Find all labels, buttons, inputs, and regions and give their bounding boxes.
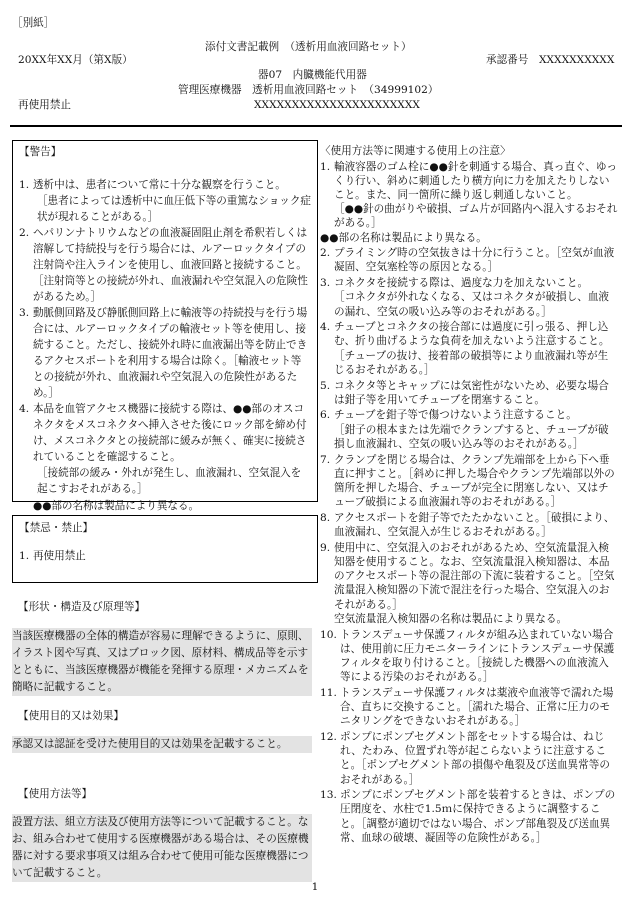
page-number: 1 [311, 881, 319, 893]
item-number: 3. [19, 307, 30, 319]
item-note: ［患者によっては透析中に血圧低下等の重篤なショック症状が現れることがある。］ [37, 195, 311, 224]
item-note: ●●部の名称は製品により異なる。 [320, 231, 487, 244]
usage-text: 設置方法、組立方法及び使用方法等について記載すること。なお、組み合わせて使用する医療機器がある場合は、その医療機器に対する要求事項又は組み合わせて使用可能な医療機器について記載すること。 [12, 814, 312, 882]
item-number: 2. [320, 247, 331, 260]
item-note: ●●部の名称は製品により異なる。 [33, 499, 199, 512]
item-number: 1. [320, 160, 331, 173]
prohibition-item [19, 548, 311, 564]
item-note: 空気流量混入検知器の名称は製品により異なる。 [334, 612, 568, 625]
precaution-item [320, 686, 618, 729]
item-text: チューブとコネクタの接合部には過度に引っ張る、押し込む、折り曲げるような負荷を加えないよう注意すること。［チューブの抜け、接着部の破損等により血液漏れ等が生じるおそれがある。］ [334, 321, 610, 376]
item-text: アクセスポートを鉗子等でたたかないこと。［破損により、血液漏れ、空気混入が生じるおそれがある。］ [334, 511, 615, 539]
item-number: 4. [19, 403, 30, 415]
item-text: クランプを閉じる場合は、クランプ先端部を上から下へ垂直に押すこと。［斜めに押した場合やクランプ先端部以外の箇所を押した場合、チューブが完全に閉塞しない、又はチューブ破損による血液漏れ等のおそれがある。］ [334, 453, 615, 509]
item-number: 11. [320, 686, 337, 699]
reuse-label: 再使用禁止 [18, 99, 71, 111]
item-number: 12. [320, 730, 337, 743]
item-text: プライミング時の空気抜きは十分に行うこと。［空気が血液凝固、空気塞栓等の原因となる。］ [334, 247, 615, 274]
item-number: 10. [320, 628, 337, 641]
item-number: 1. [19, 179, 30, 191]
item-text: ヘパリンナトリウムなどの血液凝固阻止剤を希釈若しくは溶解して持続投与を行う場合には、ルアーロックタイプの注射筒や注入ラインを使用し、血液回路と接続すること。［注射筒等との接続が外れ、血液漏れや空気混入の危険性があるため。］ [33, 227, 308, 304]
warning-item [19, 305, 311, 402]
item-note: ［鉗子の根本または先端でクランプすると、チューブが破損し血液漏れ、空気の吸い込み等のおそれがある。］ [334, 423, 609, 450]
item-number: 4. [320, 321, 331, 334]
item-note: ［コネクタが外れなくなる、又はコネクタが破損し、血液の漏れ、空気の吸い込み等のおそれがある。］ [334, 291, 610, 318]
date-version: 20XX年XX月（第X版） [18, 54, 133, 66]
precautions-title: 〈使用方法等に関連する使用上の注意〉 [320, 145, 511, 157]
item-number: 5. [320, 379, 331, 392]
item-text: ポンプにポンプセグメント部をセットする場合は、ねじれ、たわみ、位置ずれ等が起こらないように注意すること。［ポンプセグメント部の損傷や亀裂及び送血異常等のおそれがある。］ [340, 730, 610, 786]
precaution-item [320, 453, 618, 510]
warning-item [19, 177, 311, 225]
device-class: 管理医療機器 透析用血液回路セット （34999102） [178, 84, 439, 96]
document-title: 添付文書記載例 （透析用血液回路セット） [205, 41, 412, 53]
item-text: チューブを鉗子等で傷つけないよう注意すること。 [334, 409, 577, 422]
precautions-section [320, 144, 618, 845]
prohibition-box [12, 515, 318, 583]
prohibition-title: 【禁忌・禁止】 [19, 522, 94, 534]
item-number: 3. [320, 277, 331, 290]
precaution-item [320, 628, 618, 685]
precaution-item [320, 160, 618, 245]
purpose-title: 【使用目的又は効果】 [18, 710, 124, 722]
item-note: ［接続部の緩み・外れが発生し、血液漏れ、空気混入を起こすおそれがある。］ [37, 467, 302, 496]
header-rule [10, 125, 622, 127]
item-text: ポンプにポンプセグメント部を装着するときは、ポンプの圧閉度を、水柱で1.5ｍに保持できるように調整すること。［調整が適切ではない場合、ポンプ部亀裂及び送血異常、血球の破壊、凝固等の危険性がある。］ [340, 789, 616, 844]
item-text: コネクタ等とキャップには気密性がないため、必要な場合は鉗子等を用いてチューブを閉塞すること。 [334, 379, 609, 406]
warning-title: 【警告】 [19, 146, 62, 158]
precaution-item [320, 730, 618, 787]
device-code: XXXXXXXXXXXXXXXXXXXXXX [254, 99, 420, 111]
warning-box [12, 140, 318, 512]
approval-number: 承認番号 XXXXXXXXXX [486, 54, 615, 66]
usage-title: 【使用方法等】 [18, 788, 93, 800]
item-number: 13. [320, 789, 337, 802]
precaution-item [320, 320, 618, 377]
item-number: 8. [320, 511, 331, 524]
annex-label: ［別紙］ [12, 17, 55, 29]
warning-item [19, 225, 311, 305]
precaution-item [320, 276, 618, 319]
item-number: 1. [19, 550, 30, 562]
item-note: ［●●針の曲がりや破損、ゴム片が回路内へ混入するおそれがある。］ [334, 203, 618, 230]
item-number: 9. [320, 541, 331, 554]
item-text: トランスデューサ保護フィルタは薬液や血液等で濡れた場合、直ちに交換すること。［濡れた場合、正常に圧力のモニタリングをできないおそれがある。］ [340, 686, 614, 728]
warning-item [19, 401, 311, 514]
item-text: トランスデューサ保護フィルタが組み込まれていない場合は、使用前に圧力モニターラインにトランスデューサ保護フィルタを取り付けること。［接続した機器への血液流入等による汚染のおそれがある。］ [340, 628, 615, 684]
item-number: 2. [19, 227, 30, 239]
item-text: 動脈側回路及び静脈側回路上に輸液等の持続投与を行う場合には、ルアーロックタイプの輸液セット等を使用し、接続すること。ただし、接続外れ時に血液漏出等を防止できるアクセスポートを利用する場合は除く。［輸液セット等との接続が外れ、血液漏れや空気混入の危険性があるため。］ [33, 307, 308, 400]
item-text: コネクタを接続する際は、過度な力を加えないこと。 [334, 277, 589, 290]
device-category: 器07 内臓機能代用器 [258, 69, 367, 81]
precaution-item [320, 246, 618, 274]
structure-title: 【形状・構造及び原理等】 [18, 601, 146, 613]
item-text: 本品を血管アクセス機器に接続する際は、●●部のオスコネクタをメスコネクタへ挿入させた後にロック部を締め付け、メスコネクタとの接続部に緩みが無く、確実に接続されていることを確認すること。 [33, 403, 307, 464]
item-text: 再使用禁止 [33, 550, 86, 562]
precaution-item [320, 511, 618, 539]
precaution-item [320, 408, 618, 451]
item-text: 輸液容器のゴム栓に●●針を刺通する場合、真っ直ぐ、ゆっくり行い、斜めに刺通したり横方向に力を加えたりしないこと。また、同一箇所に繰り返し刺通しないこと。 [334, 160, 618, 201]
item-text: 透析中は、患者について常に十分な観察を行うこと。 [33, 179, 286, 191]
item-text: 使用中に、空気混入のおそれがあるため、空気流量混入検知器を使用すること。なお、空気流量混入検知器は、本品のアクセスポート等の混注部の下流に装着すること。［空気流量混入検知器の下流で混注を行った場合、空気混入のおそれがある。］ [334, 541, 615, 611]
structure-text: 当該医療機器の全体的構造が容易に理解できるように、原則、イラスト図や写真、又はブロック図、原材料、構成品等を示すとともに、当該医療機器が機能を発揮する原理・メカニズムを簡略に記載すること。 [12, 628, 312, 696]
purpose-text: 承認又は認証を受けた使用目的又は効果を記載すること。 [12, 736, 312, 753]
precaution-item [320, 379, 618, 407]
precaution-item [320, 541, 618, 626]
precaution-item [320, 788, 618, 845]
item-number: 6. [320, 409, 331, 422]
item-number: 7. [320, 453, 331, 466]
